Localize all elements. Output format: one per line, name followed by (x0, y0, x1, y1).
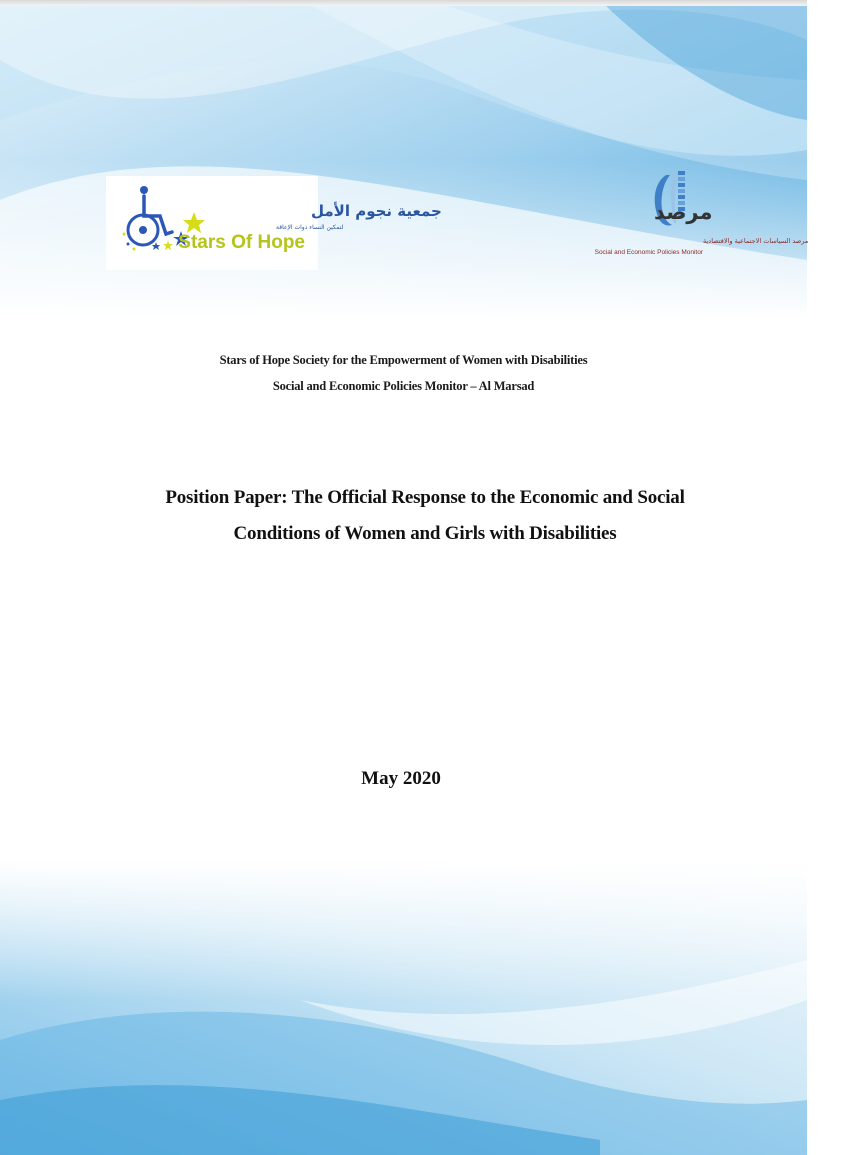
organization-line: Stars of Hope Society for the Empowerment of Women with Disabilities (219, 353, 588, 367)
stars-of-hope-arabic-name: جمعية نجوم الأمل (311, 202, 442, 220)
document-title-line: Position Paper: The Official Response to the Economic and Social (165, 487, 685, 508)
organization-line: Social and Economic Policies Monitor – Al Marsad (272, 379, 535, 393)
page-top-edge (0, 0, 807, 6)
publication-date: May 2020 (361, 768, 441, 789)
al-marsad-english-subtitle: Social and Economic Policies Monitor (594, 249, 703, 256)
stars-of-hope-logo (106, 176, 442, 270)
stars-of-hope-arabic-tagline: لتمكين النساء ذوات الإعاقة (276, 224, 344, 231)
document-title-line: Conditions of Women and Girls with Disabilities (233, 523, 617, 544)
al-marsad-arabic-name: مرصد (654, 200, 713, 224)
al-marsad-logo (570, 165, 809, 260)
stars-of-hope-english-name: Stars Of Hope (178, 232, 305, 253)
al-marsad-arabic-subtitle: مرصد السياسات الاجتماعية والاقتصادية (703, 237, 809, 245)
